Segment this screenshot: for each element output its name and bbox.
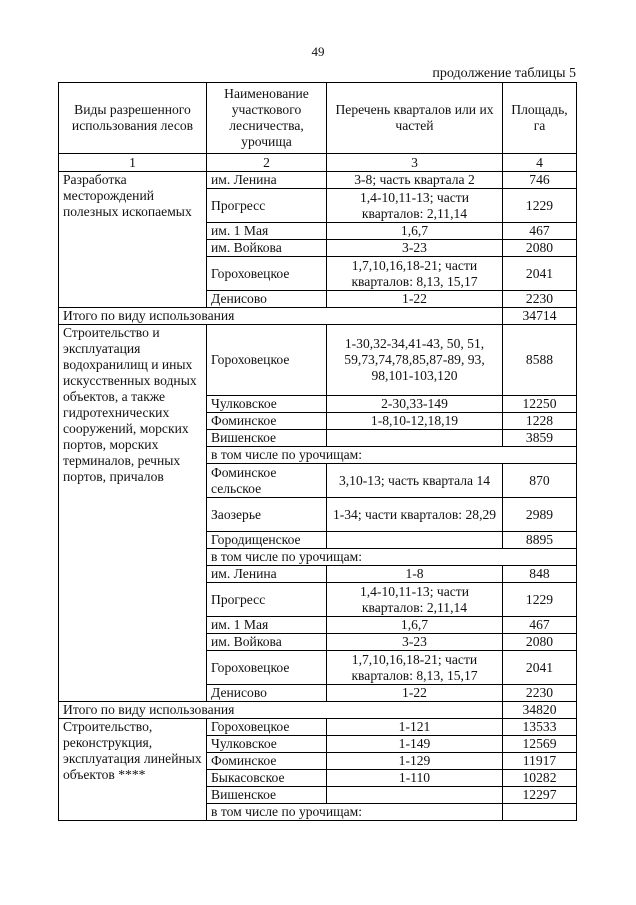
area-cell: 1229 [503, 189, 577, 223]
total-area: 34714 [503, 308, 577, 325]
quarters-cell [327, 787, 503, 804]
header-use-type: Виды разрешенного использования лесов [59, 83, 207, 154]
area-cell: 8895 [503, 532, 577, 549]
forestry-cell: Быкасовское [207, 770, 327, 787]
quarters-cell: 1-121 [327, 719, 503, 736]
forestry-cell: Денисово [207, 685, 327, 702]
quarters-cell: 3-23 [327, 634, 503, 651]
quarters-cell: 1-8,10-12,18,19 [327, 413, 503, 430]
area-cell: 2080 [503, 240, 577, 257]
area-cell: 2230 [503, 291, 577, 308]
forestry-cell: им. Войкова [207, 634, 327, 651]
quarters-cell: 1-149 [327, 736, 503, 753]
quarters-cell: 1,4-10,11-13; части кварталов: 2,11,14 [327, 583, 503, 617]
area-cell: 11917 [503, 753, 577, 770]
forestry-cell: Вишенское [207, 787, 327, 804]
quarters-cell [327, 532, 503, 549]
area-cell: 2041 [503, 651, 577, 685]
column-number: 2 [207, 154, 327, 172]
forestry-cell: Гороховецкое [207, 325, 327, 396]
area-cell: 467 [503, 223, 577, 240]
quarters-cell: 1,7,10,16,18-21; части кварталов: 8,13, 15,17 [327, 651, 503, 685]
area-cell: 12250 [503, 396, 577, 413]
table-row [59, 172, 577, 189]
header-area: Площадь, га [503, 83, 577, 154]
area-cell: 1228 [503, 413, 577, 430]
quarters-cell: 1-22 [327, 291, 503, 308]
area-cell: 746 [503, 172, 577, 189]
forestry-cell: Прогресс [207, 583, 327, 617]
quarters-cell: 3-23 [327, 240, 503, 257]
column-number: 1 [59, 154, 207, 172]
quarters-cell: 1,4-10,11-13; части кварталов: 2,11,14 [327, 189, 503, 223]
forestry-cell: им. Ленина [207, 566, 327, 583]
forestry-cell: Чулковское [207, 736, 327, 753]
area-cell: 13533 [503, 719, 577, 736]
area-cell: 2080 [503, 634, 577, 651]
area-cell: 848 [503, 566, 577, 583]
total-label: Итого по виду использования [59, 308, 503, 325]
area-cell: 1229 [503, 583, 577, 617]
forestry-cell: Фоминское [207, 753, 327, 770]
use-type-cell: Строительство и эксплуатация водохранилищ и иных искусственных водных объектов, а также гидротехнических сооружений, морских портов, морских терминалов, речных портов, причалов [59, 325, 207, 702]
area-cell [503, 804, 577, 821]
forestry-cell: Прогресс [207, 189, 327, 223]
header-forestry: Наименование участкового лесничества, урочища [207, 83, 327, 154]
table-header-row [59, 83, 577, 154]
quarters-cell: 1-34; части кварталов: 28,29 [327, 498, 503, 532]
area-cell: 2041 [503, 257, 577, 291]
forestry-cell: Фоминское сельское [207, 464, 327, 498]
forestry-cell: Фоминское [207, 413, 327, 430]
forestry-cell: Чулковское [207, 396, 327, 413]
forestry-cell: Заозерье [207, 498, 327, 532]
quarters-cell: 1,6,7 [327, 617, 503, 634]
quarters-cell: 2-30,33-149 [327, 396, 503, 413]
forestry-cell: им. 1 Мая [207, 223, 327, 240]
page-number: 49 [311, 44, 325, 59]
forestry-cell: Гороховецкое [207, 651, 327, 685]
quarters-cell: 1-8 [327, 566, 503, 583]
area-cell: 3859 [503, 430, 577, 447]
total-label: Итого по виду использования [59, 702, 503, 719]
forestry-cell: им. 1 Мая [207, 617, 327, 634]
subheading-cell: в том числе по урочищам: [207, 447, 577, 464]
area-cell: 467 [503, 617, 577, 634]
forestry-cell: Гороховецкое [207, 719, 327, 736]
column-number-row [59, 154, 577, 172]
area-cell: 12569 [503, 736, 577, 753]
quarters-cell: 3-8; часть квартала 2 [327, 172, 503, 189]
column-number: 3 [327, 154, 503, 172]
quarters-cell: 1-22 [327, 685, 503, 702]
total-area: 34820 [503, 702, 577, 719]
area-cell: 10282 [503, 770, 577, 787]
total-row [59, 308, 577, 325]
forestry-cell: Городищенское [207, 532, 327, 549]
quarters-cell [327, 430, 503, 447]
quarters-cell: 1-110 [327, 770, 503, 787]
total-row [59, 702, 577, 719]
use-type-cell: Строительство, реконструкция, эксплуатация линейных объектов **** [59, 719, 207, 821]
subheading-cell: в том числе по урочищам: [207, 804, 503, 821]
header-quarters: Перечень кварталов или их частей [327, 83, 503, 154]
forestry-cell: Вишенское [207, 430, 327, 447]
area-cell: 12297 [503, 787, 577, 804]
forest-use-table [58, 82, 577, 821]
area-cell: 2230 [503, 685, 577, 702]
forestry-cell: им. Ленина [207, 172, 327, 189]
quarters-cell: 3,10-13; часть квартала 14 [327, 464, 503, 498]
area-cell: 8588 [503, 325, 577, 396]
quarters-cell: 1-30,32-34,41-43, 50, 51, 59,73,74,78,85,87-89, 93, 98,101-103,120 [327, 325, 503, 396]
quarters-cell: 1,7,10,16,18-21; части кварталов: 8,13, 15,17 [327, 257, 503, 291]
table-row [59, 719, 577, 736]
area-cell: 2989 [503, 498, 577, 532]
forestry-cell: Гороховецкое [207, 257, 327, 291]
table-continuation-label: продолжение таблицы 5 [432, 66, 576, 81]
quarters-cell: 1,6,7 [327, 223, 503, 240]
forestry-cell: им. Войкова [207, 240, 327, 257]
use-type-cell: Разработка месторождений полезных ископаемых [59, 172, 207, 308]
table-row [59, 325, 577, 396]
column-number: 4 [503, 154, 577, 172]
area-cell: 870 [503, 464, 577, 498]
subheading-cell: в том числе по урочищам: [207, 549, 577, 566]
forestry-cell: Денисово [207, 291, 327, 308]
quarters-cell: 1-129 [327, 753, 503, 770]
